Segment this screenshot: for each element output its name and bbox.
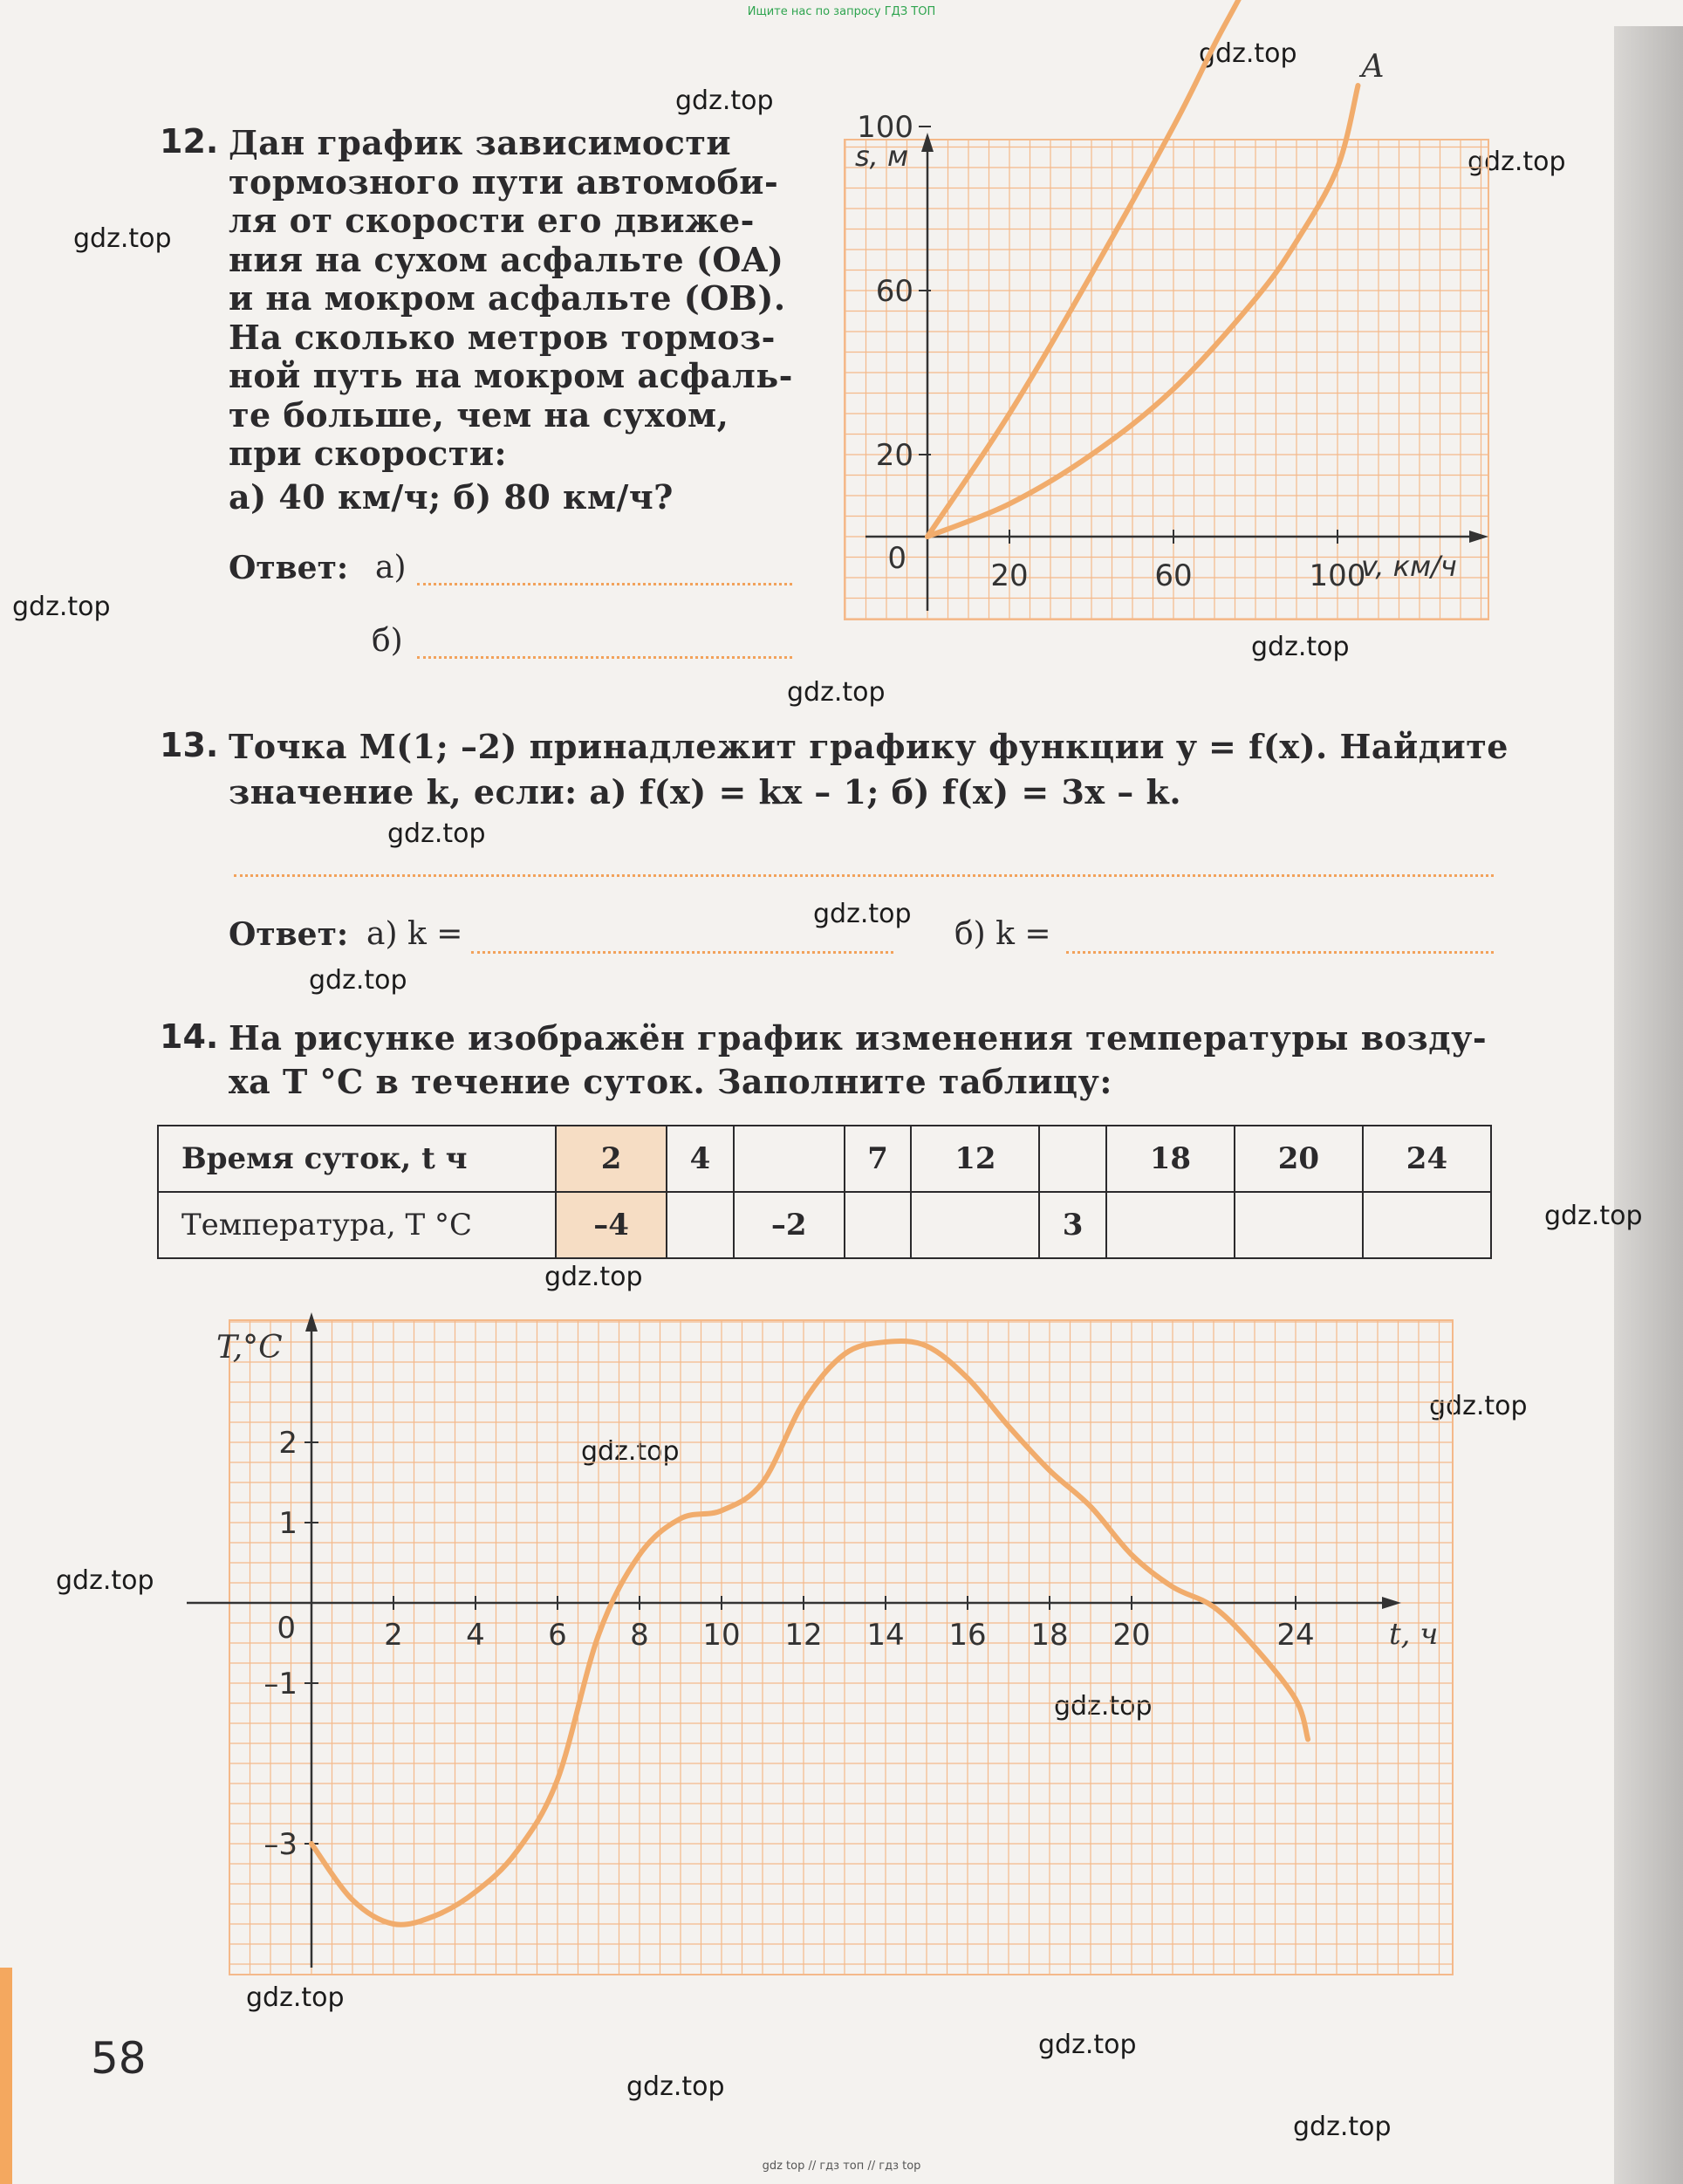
problem-13-number: 13.: [160, 726, 219, 764]
y-axis-arrow: [305, 1312, 318, 1332]
problem-14-line: ха T °C в течение суток. Заполните таблицу:: [229, 1062, 1112, 1101]
problem-12-line: На сколько метров тормоз-: [229, 317, 776, 357]
table-row-temperature: [158, 1192, 1491, 1258]
x-tick-label: 100: [1309, 558, 1366, 593]
table-cell: 3: [1039, 1192, 1106, 1258]
problem-12-line: Дан график зависимости: [229, 123, 732, 162]
problem-14-line: На рисунке изображён график изменения температуры возду-: [229, 1018, 1488, 1058]
x-axis-label: t, ч: [1389, 1617, 1439, 1652]
watermark: gdz.top: [309, 965, 407, 996]
problem-13-line: значение k, если: а) f(x) = kx – 1; б) f(x) = 3x – k.: [229, 772, 1182, 811]
watermark: gdz.top: [1429, 1391, 1528, 1421]
table-cell: 4: [667, 1126, 734, 1192]
problem-12-number: 12.: [160, 122, 219, 161]
y-tick-label: 2: [278, 1426, 298, 1461]
problem-12-line: при скорости:: [229, 434, 508, 473]
table-cell: 12: [911, 1126, 1039, 1192]
curve-label-A: A: [1361, 49, 1385, 85]
watermark: gdz.top: [787, 677, 886, 708]
temperature-table: [157, 1125, 1492, 1259]
table-cell: 20: [1235, 1126, 1363, 1192]
problem-13-answer-b-field[interactable]: [1066, 951, 1494, 954]
watermark: gdz.top: [626, 2071, 725, 2102]
x-axis-label: v, км/ч: [1361, 550, 1457, 583]
header-note: Ищите нас по запросу ГДЗ ТОП: [747, 5, 936, 18]
x-tick-label: 60: [1154, 558, 1193, 593]
watermark: gdz.top: [813, 899, 912, 929]
table-cell: –4: [556, 1192, 667, 1258]
page-edge-shadow: [1614, 26, 1683, 2184]
problem-12-line: и на мокром асфальте (OB).: [229, 278, 786, 318]
watermark: gdz.top: [56, 1565, 154, 1596]
problem-12-answer-label: Ответ:: [229, 550, 349, 586]
page-number: 58: [91, 2033, 147, 2084]
problem-12-answer-b-label: б): [372, 623, 403, 659]
problem-12-question: а) 40 км/ч; б) 80 км/ч?: [229, 477, 674, 517]
watermark: gdz.top: [675, 86, 774, 116]
x-tick-label: 2: [384, 1618, 403, 1653]
problem-13-answer-a-label: а) k =: [366, 916, 463, 952]
y-tick-label: 60: [875, 274, 913, 309]
x-axis-arrow: [1469, 531, 1488, 543]
row-label-time: Время суток, t ч: [158, 1126, 556, 1192]
y-axis-label: s, м: [855, 140, 909, 173]
problem-13-answer-label: Ответ:: [229, 916, 349, 953]
problem-14-number: 14.: [160, 1017, 219, 1056]
problem-12-answer-a-field[interactable]: [417, 583, 792, 585]
problem-13-work-line[interactable]: [234, 874, 1494, 877]
table-cell-empty[interactable]: [911, 1192, 1039, 1258]
table-cell-empty[interactable]: [734, 1126, 845, 1192]
watermark: gdz.top: [1467, 147, 1566, 177]
table-cell: 18: [1106, 1126, 1235, 1192]
problem-12-line: те больше, чем на сухом,: [229, 394, 729, 435]
footer-note: gdz top // гдз топ // гдз top: [762, 2160, 921, 2173]
problem-13-answer-a-field[interactable]: [471, 951, 893, 954]
problem-12-line: тормозного пути автомоби-: [229, 161, 779, 202]
problem-13-answer-b-label: б) k =: [954, 916, 1051, 952]
watermark: gdz.top: [387, 818, 486, 849]
x-tick-label: 4: [466, 1618, 485, 1653]
table-cell-empty[interactable]: [1039, 1126, 1106, 1192]
watermark: gdz.top: [544, 1262, 643, 1292]
problem-12-line: ния на сухом асфальте (OA): [229, 239, 784, 279]
origin-label: 0: [887, 541, 906, 576]
x-axis-arrow: [1382, 1597, 1401, 1609]
watermark: gdz.top: [1544, 1201, 1643, 1231]
y-tick-label: 100: [857, 110, 913, 145]
table-cell-empty[interactable]: [667, 1192, 734, 1258]
problem-13-line: Точка M(1; –2) принадлежит графику функции y = f(x). Найдите: [229, 727, 1509, 766]
problem-12-text: [229, 124, 796, 474]
table-cell-empty[interactable]: [1235, 1192, 1363, 1258]
y-tick-label: 20: [875, 438, 913, 473]
watermark: gdz.top: [1038, 2030, 1137, 2060]
watermark: gdz.top: [12, 592, 111, 622]
y-tick-label: –1: [263, 1667, 298, 1701]
table-cell-empty[interactable]: [1106, 1192, 1235, 1258]
watermark: gdz.top: [246, 1982, 345, 2013]
y-axis-arrow: [921, 133, 934, 152]
x-tick-label: 18: [1030, 1618, 1069, 1653]
y-tick-label: 1: [278, 1506, 298, 1541]
table-cell: 24: [1363, 1126, 1491, 1192]
table-cell-empty[interactable]: [1363, 1192, 1491, 1258]
x-tick-label: 16: [948, 1618, 987, 1653]
x-tick-label: 12: [784, 1618, 823, 1653]
problem-12-line: ля от скорости его движе-: [229, 201, 755, 240]
problem-12-line: ной путь на мокром асфаль-: [229, 356, 793, 395]
table-cell: –2: [734, 1192, 845, 1258]
x-tick-label: 10: [702, 1618, 741, 1653]
problem-12-answer-b-field[interactable]: [417, 656, 792, 659]
watermark: gdz.top: [1199, 38, 1297, 69]
temperature-curve: [311, 1341, 1308, 1925]
grid-border: [845, 140, 1488, 620]
curve-B: [927, 0, 1272, 537]
y-axis-label: T,°C: [216, 1330, 283, 1366]
table-row-time: [158, 1126, 1491, 1192]
y-tick-label: –3: [263, 1827, 298, 1862]
x-tick-label: 14: [866, 1618, 905, 1653]
page-margin-bar: [0, 1968, 12, 2184]
row-label-temperature: Температура, T °C: [158, 1192, 556, 1258]
x-tick-label: 20: [990, 558, 1029, 593]
problem-12-answer-a-label: а): [375, 550, 407, 585]
x-tick-label: 20: [1112, 1618, 1151, 1653]
watermark: gdz.top: [1251, 632, 1350, 662]
table-cell-empty[interactable]: [845, 1192, 912, 1258]
origin-label: 0: [277, 1611, 296, 1646]
watermark: gdz.top: [73, 223, 172, 254]
table-cell: 2: [556, 1126, 667, 1192]
watermark: gdz.top: [581, 1436, 680, 1467]
x-tick-label: 8: [630, 1618, 649, 1653]
watermark: gdz.top: [1054, 1691, 1153, 1722]
grid-border: [229, 1320, 1453, 1975]
table-cell: 7: [845, 1126, 912, 1192]
curve-A: [927, 86, 1358, 537]
x-tick-label: 24: [1276, 1618, 1315, 1653]
watermark: gdz.top: [1293, 2112, 1392, 2142]
x-tick-label: 6: [548, 1618, 567, 1653]
